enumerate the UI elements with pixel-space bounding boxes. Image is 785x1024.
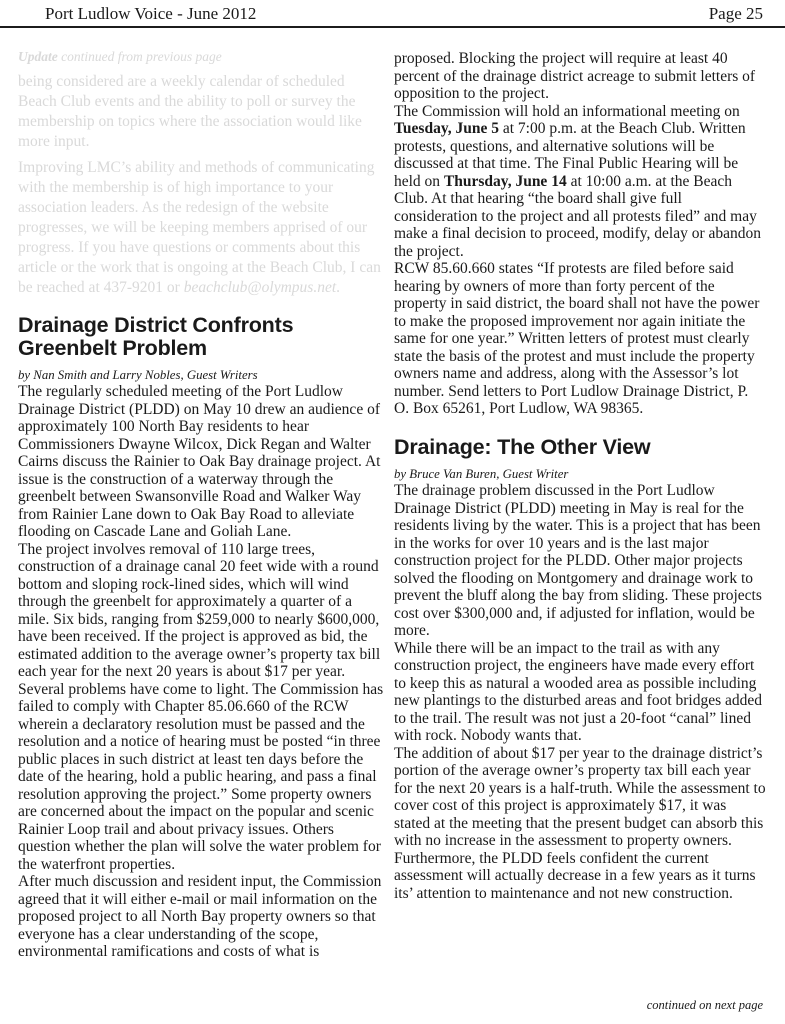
article-paragraph: The addition of about $17 per year to the drainage district’s portion of the average owner’s property tax bill each year for the next 20 years is a half-truth. While the assessment to cover cost of this project is approximately $17, it was stated at the meeting that the present budget can absorb this with no increase in the assessment to property owners. Furthermore, the PLDD feels confident the current assessment will actually decrease in a few years as it turns its’ attention to maintenance and not new construction.: [394, 744, 766, 902]
article-paragraph: After much discussion and resident input, the Commission agreed that it will either e-mail or mail information on the proposed project to all North Bay property owners so that everyone has a clear understanding of the scope, environmental ramifications and costs of what is: [18, 873, 382, 960]
masthead-title: Port Ludlow Voice - June 2012: [45, 4, 257, 23]
article-paragraph: The regularly scheduled meeting of the Port Ludlow Drainage District (PLDD) on May 10 drew an audience of approximately 100 North Bay residents to hear Commissioners Dwayne Wilcox, Dick Regan and Walter Cairns discuss the Rainier to Oak Bay drainage project. At issue is the construction of a waterway through the greenbelt between Swansonville Road and Walker Way from Rainier Lane down to Oak Bay Road to alleviate flooding on Cascade Lane and Goliah Lane.: [18, 383, 381, 540]
article2-byline: by Bruce Van Buren, Guest Writer: [394, 467, 569, 481]
article1-title: Drainage District Confronts Greenbelt Problem: [18, 313, 294, 360]
continued-next-page-note: continued on next page: [646, 998, 763, 1012]
page-number: Page 25: [708, 4, 763, 23]
update-paragraph: being considered are a weekly calendar of scheduled Beach Club events and the ability to poll or survey the membership on topics where the association would like more input.: [18, 73, 362, 150]
two-column-body: [0, 28, 785, 961]
article-paragraph: The Commission will hold an informational meeting on Tuesday, June 5 at 7:00 p.m. at the Beach Club. Written protests, questions, and alternative solutions will be discussed at that time. The Final Public Hearing will be held on Thursday, June 14 at 10:00 a.m. at the Beach Club. At that hearing “the board shall give full consideration to the project and all protests filed” and may make a final decision to proceed, modify, delay or abandon the project.: [394, 102, 761, 260]
article-paragraph: The drainage problem discussed in the Port Ludlow Drainage District (PLDD) meeting in May is real for the residents living by the water. This is a project that has been in the works for over 10 years and is the last major construction project for the PLDD. Other major projects solved the flooding on Montgomery and drainage work to prevent the bluff along the bay from sliding. These projects cost over $300,000 and, if adjusted for inflation, would be more.: [394, 482, 762, 639]
left-column: [18, 50, 386, 961]
article-paragraph: RCW 85.60.660 states “If protests are filed before said hearing by owners of more than forty percent of the property in said district, the board shall not have the power to make the proposed improvement nor again initiate the same for one year.” Written letters of protest must clearly state the basis of the protest and must include the property owners name and address, along with the Assessor’s lot number. Send letters to Port Ludlow Drainage District, P. O. Box 65261, Port Ludlow, WA 98365.: [394, 260, 760, 417]
article2-title: Drainage: The Other View: [394, 434, 651, 459]
article-paragraph: While there will be an impact to the trail as with any construction project, the engineers have made every effort to keep this as natural a wooded area as possible including new plantings to the disturbed areas and foot bridges added to the trail. The result was not just a 20-foot “canal” lined with rock. Nobody wants that.: [394, 639, 763, 744]
article-paragraph: Several problems have come to light. The Commission has failed to comply with Chapter 85.06.660 of the RCW wherein a declaratory resolution must be passed and the resolution and a notice of hearing must be posted “in three public places in such district at least ten days before the date of the hearing, hold a public hearing, and pass a final resolution approving the project.” Some property owners are concerned about the impact on the popular and scenic Rainier Loop trail and about privacy issues. Others question whether the plan will solve the water problem for the waterfront properties.: [18, 680, 384, 873]
article-paragraph: proposed. Blocking the project will require at least 40 percent of the drainage district acreage to submit letters of opposition to the project.: [394, 50, 756, 102]
update-continuation-note: Update continued from previous page: [18, 49, 222, 64]
masthead: [0, 0, 785, 23]
right-column: [394, 50, 766, 961]
article1-byline: by Nan Smith and Larry Nobles, Guest Writers: [18, 368, 258, 382]
update-paragraph: Improving LMC’s ability and methods of communicating with the membership is of high importance to your association leaders. As the redesign of the website progresses, we will be keeping members apprised of our progress. If you have questions or comments about this article or the work that is ongoing at the Beach Club, I can be reached at 437-9201 or beachclub@olympus.net.: [18, 159, 381, 296]
article-paragraph: The project involves removal of 110 large trees, construction of a drainage canal 20 feet wide with a round bottom and sloping rock-lined sides, which will wind through the greenbelt for approximately a quarter of a mile. Six bids, ranging from $259,000 to nearly $600,000, have been received. If the project is approved as bid, the estimated addition to the average owner’s property tax bill each year for the next 20 years is about $17 per year.: [18, 540, 381, 680]
